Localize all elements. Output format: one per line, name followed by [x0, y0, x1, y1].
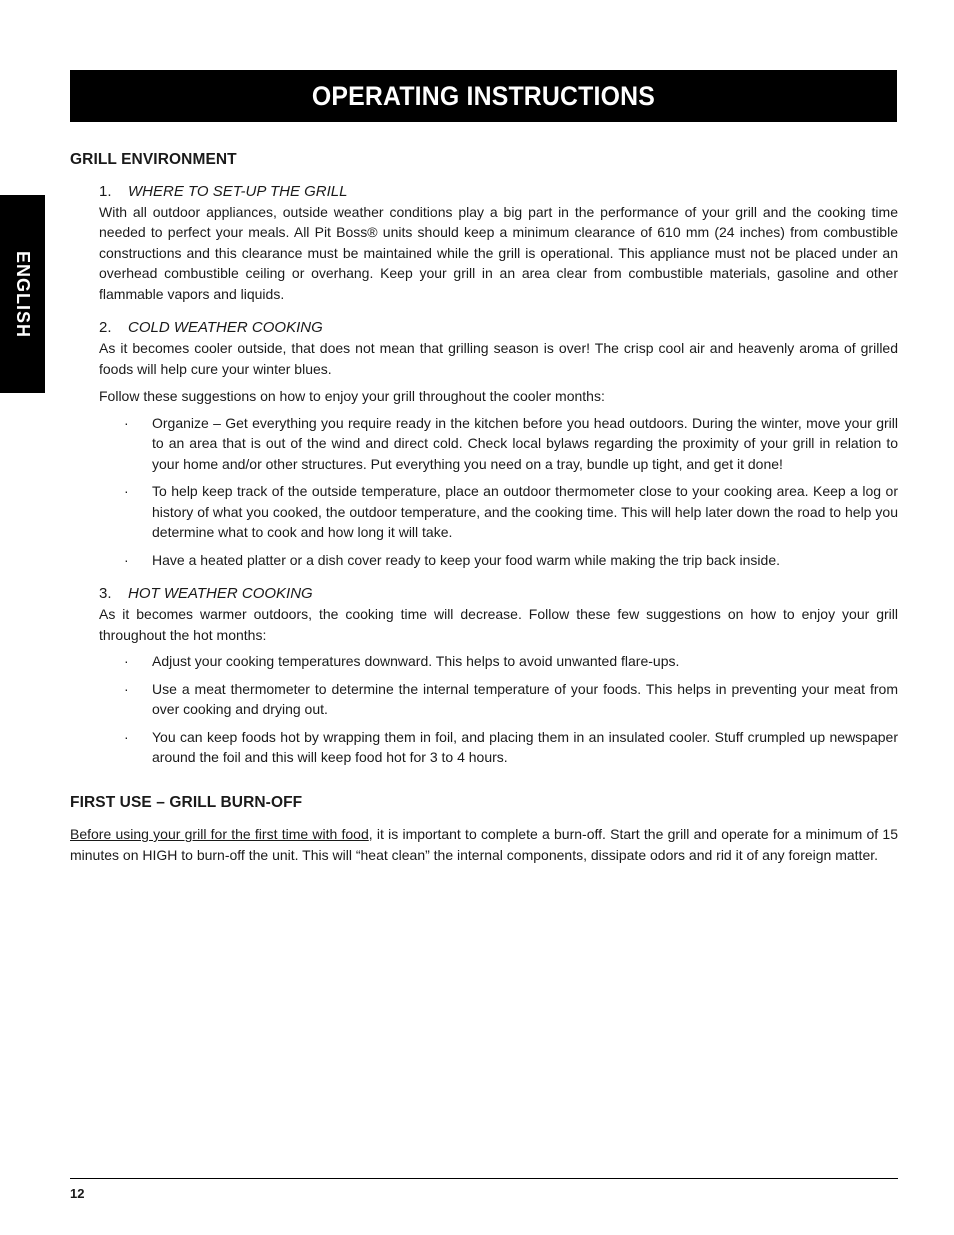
section-heading-grill-environment: GRILL ENVIRONMENT [70, 151, 237, 168]
list-item [99, 550, 898, 571]
bullet-marker: · [124, 680, 129, 697]
main-content [70, 150, 898, 865]
list-item [99, 727, 898, 768]
paragraph: With all outdoor appliances, outside weather conditions play a big part in the performance of your grill and the cooking time needed to perfect your meals. All Pit Boss® units should keep a minimum clearance of 610 mm (24 inches) from combustible constructions and this clearance must be maintained while the grill is operational. This appliance must not be placed under an overhead combustible ceiling or overhang. Keep your grill in an area clear from combustible materials, gasoline and other flammable vapors and liquids. [99, 203, 898, 302]
title-banner [70, 70, 897, 122]
page-title: OPERATING INSTRUCTIONS [311, 80, 656, 111]
bullet-marker: · [124, 551, 129, 568]
subsection-title [99, 182, 898, 202]
subsection-title [99, 318, 898, 338]
subsection-title-text: WHERE TO SET-UP THE GRILL [128, 182, 348, 200]
list-item-text: Organize – Get everything you require ready in the kitchen before you head outdoors. During the winter, move your grill to an area that is out of the wind and direct cold. Check local bylaws regarding the proximity of your grill in relation to your home and/or other structures. Put everything you need on a tray, bundle up tight, and get it done! [152, 414, 898, 472]
list-item-text: You can keep foods hot by wrapping them in foil, and placing them in an insulated cooler. Stuff crumpled up newspaper around the foil and this will keep food hot for 3 to 4 hours. [152, 728, 898, 765]
subsection-title [99, 584, 898, 604]
subsection-title-text: COLD WEATHER COOKING [128, 319, 323, 336]
language-tab [0, 195, 45, 393]
paragraph: As it becomes warmer outdoors, the cooking time will decrease. Follow these few suggestions on how to enjoy your grill throughout the hot months: [99, 606, 898, 643]
bullet-list [99, 651, 898, 768]
page-number: 12 [70, 1186, 85, 1201]
subsection-title-text: HOT WEATHER COOKING [128, 585, 313, 602]
bullet-list [99, 413, 898, 571]
subsection-setup [99, 182, 898, 305]
paragraph: As it becomes cooler outside, that does not mean that grilling season is over! The crisp cool air and heavenly aroma of grilled foods will help cure your winter blues. [99, 340, 898, 377]
bullet-marker: · [124, 728, 129, 745]
paragraph: Follow these suggestions on how to enjoy your grill throughout the cooler months: [99, 388, 605, 404]
section-heading-first-use: FIRST USE – GRILL BURN-OFF [70, 793, 303, 811]
list-item-text: Use a meat thermometer to determine the internal temperature of your foods. This helps in preventing your meat from over cooking and drying out. [152, 680, 898, 717]
subsection-hot-weather [99, 584, 898, 768]
bullet-marker: · [124, 414, 129, 431]
first-use-text: , it is important to complete a burn-off. Start the grill and operate for a minimum of 15 minutes on HIGH to burn-off the unit. This will “heat clean” the internal components, dissipate odors and rid it of any foreign matter. [70, 826, 899, 863]
list-item-text: Adjust your cooking temperatures downward. This helps to avoid unwanted flare-ups. [152, 653, 680, 669]
subsection-number: 1. [99, 182, 112, 200]
footer-divider [70, 1178, 898, 1179]
list-item [99, 651, 898, 672]
bullet-marker: · [124, 653, 129, 669]
language-tab-label: ENGLISH [13, 250, 34, 338]
list-item [99, 679, 898, 720]
list-item [99, 413, 898, 475]
bullet-marker: · [124, 483, 129, 499]
subsection-number: 3. [99, 585, 112, 602]
first-use-paragraph [70, 824, 898, 865]
list-item-text: To help keep track of the outside temperature, place an outdoor thermometer close to your cooking area. Keep a log or history of what you cooked, the outdoor temperature, and the cooking time. This will help later down the road to help you determine what to cook and how long it will take. [152, 483, 898, 540]
underlined-phrase: Before using your grill for the first time with food [70, 826, 369, 842]
list-item-text: Have a heated platter or a dish cover ready to keep your food warm while making the trip back inside. [152, 551, 780, 568]
list-item [99, 481, 898, 543]
subsection-cold-weather [99, 318, 898, 570]
subsection-number: 2. [99, 319, 112, 336]
